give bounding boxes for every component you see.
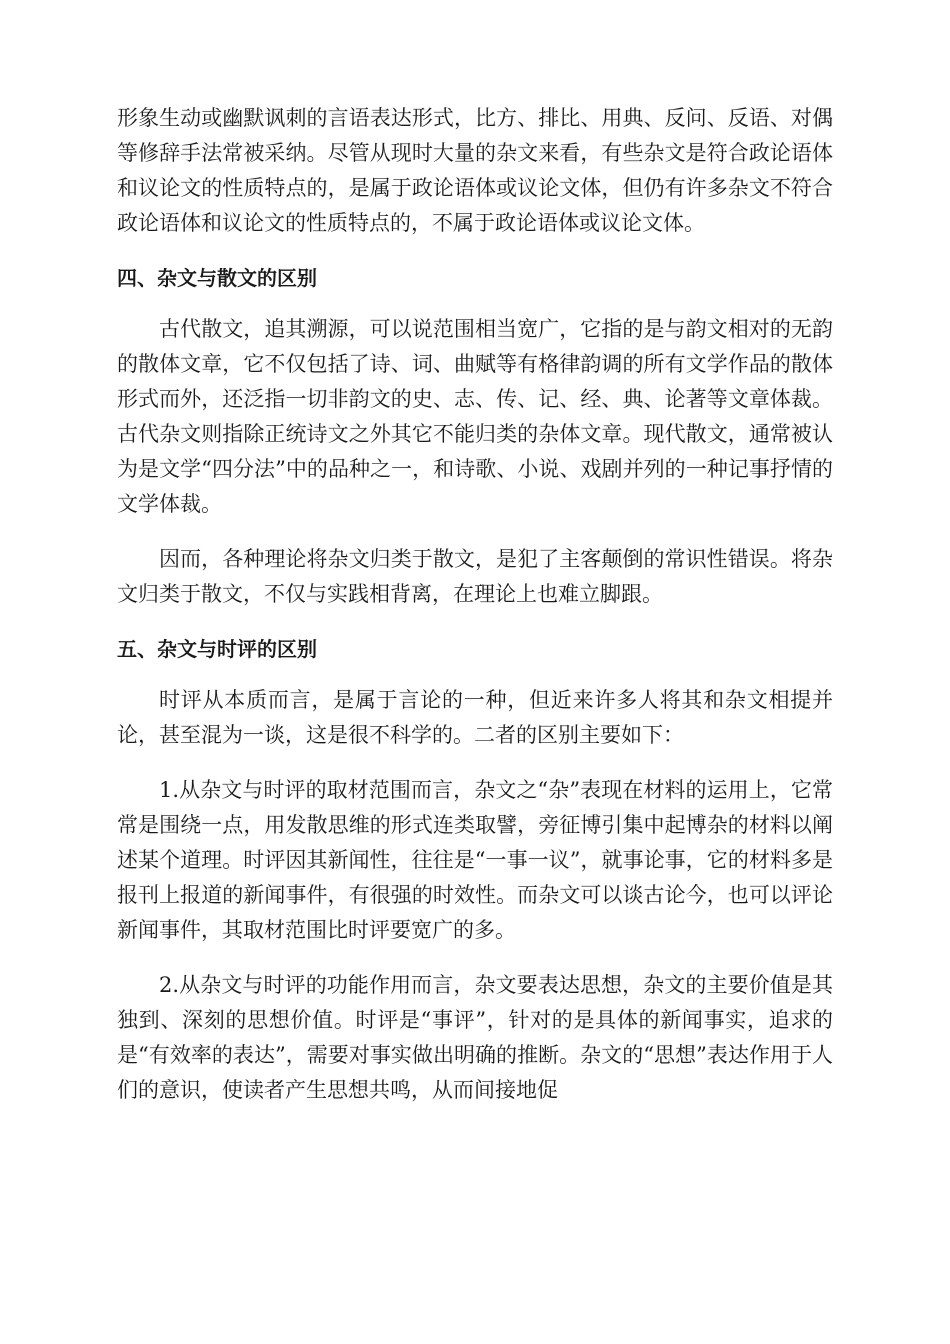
paragraph-intro-continued: 形象生动或幽默讽刺的言语表达形式，比方、排比、用典、反问、反语、对偶等修辞手法常被采纳。尽管从现时大量的杂文来看，有些杂文是符合政论语体和议论文的性质特点的，是属于政论语体或议论文体，但仍有许多杂文不符合政论语体和议论文的性质特点的，不属于政论语体或议论文体。 [117,106,833,235]
paragraph-ancient-prose: 古代散文，追其溯源，可以说范围相当宽广，它指的是与韵文相对的无韵的散体文章，它不仅包括了诗、词、曲赋等有格律韵调的所有文学作品的散体形式而外，还泛指一切非韵文的史、志、传、记、经、典、论著等文章体裁。古代杂文则指除正统诗文之外其它不能归类的杂体文章。现代散文，通常被认为是文学“四分法”中的品种之一，和诗歌、小说、戏剧并列的一种记事抒情的文学体裁。 [117,317,833,516]
paragraph-classification-error: 因而，各种理论将杂文归类于散文，是犯了主客颠倒的常识性错误。将杂文归类于散文，不仅与实践相背离，在理论上也难立脚跟。 [117,547,833,606]
paragraph-point-2: 2.从杂文与时评的功能作用而言，杂文要表达思想，杂文的主要价值是其独到、深刻的思想价值。时评是“事评”，针对的是具体的新闻事实，追求的是“有效率的表达”，需要对事实做出明确的推断。杂文的“思想”表达作用于人们的意识，使读者产生思想共鸣，从而间接地促 [117,973,833,1102]
document-page [117,101,833,1108]
section-heading-4: 四、杂文与散文的区别 [117,266,317,290]
section-heading-5: 五、杂文与时评的区别 [117,637,317,661]
paragraph-commentary-intro: 时评从本质而言，是属于言论的一种，但近来许多人将其和杂文相提并论，甚至混为一谈，这是很不科学的。二者的区别主要如下： [117,688,833,747]
paragraph-point-1: 1.从杂文与时评的取材范围而言，杂文之“杂”表现在材料的运用上，它常常是围绕一点，用发散思维的形式连类取譬，旁征博引集中起博杂的材料以阐述某个道理。时评因其新闻性，往往是“一事一议”，就事论事，它的材料多是报刊上报道的新闻事件，有很强的时效性。而杂文可以谈古论今，也可以评论新闻事件，其取材范围比时评要宽广的多。 [117,778,833,942]
